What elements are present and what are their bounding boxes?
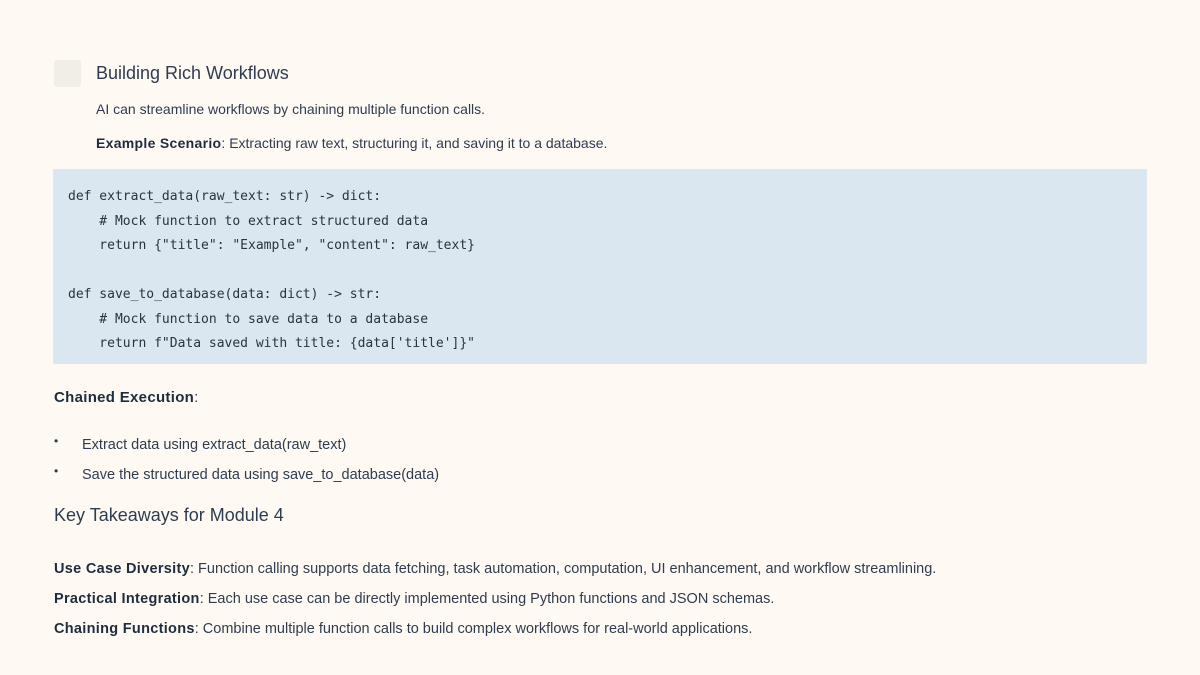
code-line: def save_to_database(data: dict) -> str:: [68, 287, 382, 302]
key-takeaways-title: Key Takeaways for Module 4: [54, 505, 284, 525]
heading-placeholder-icon: [54, 60, 81, 87]
takeaway-text: : Each use case can be directly implemented using Python functions and JSON schemas.: [199, 591, 775, 607]
takeaway-label: Practical Integration: [54, 591, 200, 607]
example-scenario: [96, 134, 607, 152]
list-item-text: Save the structured data using save_to_database(data): [82, 467, 440, 483]
code-block: [53, 169, 1147, 364]
code-line: return f"Data saved with title: {data['title']}": [68, 336, 475, 351]
code-line: [68, 259, 1132, 284]
code-line: # Mock function to save data to a database: [68, 311, 429, 327]
takeaway-text: : Function calling supports data fetching, task automation, computation, UI enhancement, and workflow streamlining.: [189, 561, 937, 577]
takeaway-text: : Combine multiple function calls to build complex workflows for real-world applications.: [194, 621, 753, 637]
heading-title: Building Rich Workflows: [96, 63, 289, 83]
bullet-icon: •: [54, 464, 59, 478]
chained-execution-heading: [54, 389, 198, 407]
list-item-text: Extract data using extract_data(raw_text): [82, 437, 347, 453]
list-item: [54, 430, 439, 460]
section-heading: [54, 60, 289, 87]
code-line: def extract_data(raw_text: str) -> dict:: [68, 189, 382, 204]
code-line: return {"title": "Example", "content": raw_text}: [68, 238, 475, 253]
example-scenario-label: Example Scenario: [96, 135, 222, 151]
chained-steps-list: [54, 430, 439, 490]
takeaway-label: Chaining Functions: [54, 621, 195, 637]
code-line: # Mock function to extract structured data: [68, 213, 429, 229]
takeaway-item: [54, 614, 936, 644]
example-scenario-text: : Extracting raw text, structuring it, and saving it to a database.: [221, 135, 608, 151]
takeaway-item: [54, 584, 936, 614]
list-item: [54, 460, 439, 490]
takeaway-item: [54, 554, 936, 584]
intro-text: AI can streamline workflows by chaining multiple function calls.: [96, 101, 486, 117]
takeaway-label: Use Case Diversity: [54, 561, 190, 577]
chained-execution-label: Chained Execution: [54, 389, 195, 406]
chained-execution-colon: :: [194, 389, 199, 406]
takeaways-list: [54, 554, 936, 644]
bullet-icon: •: [54, 434, 59, 448]
